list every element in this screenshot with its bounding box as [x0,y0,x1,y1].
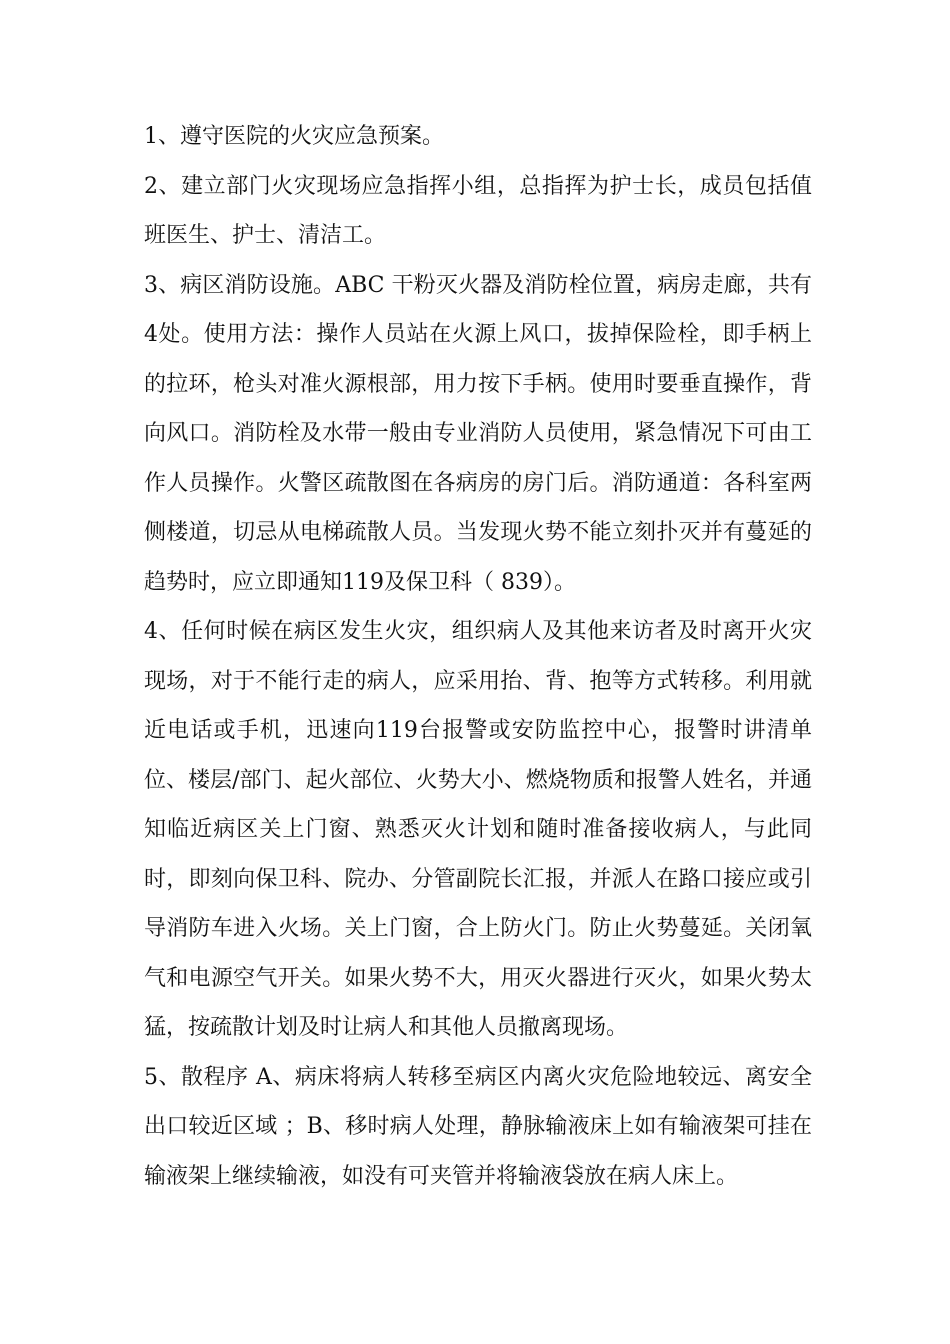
paragraph-1: 1、遵守医院的火灾应急预案。 [144,124,444,149]
paragraph-5: 5、散程序 A、病床将病人转移至病区内离火灾危险地较远、离安全出口较近区域 ；B、移时病人处理，静脉输液床上如有输液架可挂在输液架上继续输液，如没有可夹管并将输液袋放在病人床上。 [144,1064,812,1189]
paragraph-3: 3、病区消防设施。ABC 干粉灭火器及消防栓位置，病房走廊，共有4处。使用方法：操作人员站在火源上风口，拔掉保险栓，即手柄上的拉环，枪头对准火源根部，用力按下手柄。使用时要垂直操作，背向风口。消防栓及水带一般由专业消防人员使用，紧急情况下可由工作人员操作。火警区疏散图在各病房的房门后。消防通道：各科室两侧楼道，切忌从电梯疏散人员。当发现火势不能立刻扑灭并有蔓延的趋势时，应立即通知119及保卫科（ 839）。 [144,272,812,595]
paragraph-2: 2、建立部门火灾现场应急指挥小组，总指挥为护士长，成员包括值班医生、护士、清洁工。 [144,173,812,248]
paragraph-4: 4、任何时候在病区发生火灾，组织病人及其他来访者及时离开火灾现场，对于不能行走的病人，应采用抬、背、抱等方式转移。利用就近电话或手机，迅速向119台报警或安防监控中心，报警时讲清单位、楼层/部门、起火部位、火势大小、燃烧物质和报警人姓名，并通知临近病区关上门窗、熟悉灭火计划和随时准备接收病人，与此同时，即刻向保卫科、院办、分管副院长汇报，并派人在路口接应或引导消防车进入火场。关上门窗，合上防火门。防止火势蔓延。关闭氧气和电源空气开关。如果火势不大，用灭火器进行灭火，如果火势太猛，按疏散计划及时让病人和其他人员撤离现场。 [144,619,812,1040]
document-body [144,112,812,1201]
